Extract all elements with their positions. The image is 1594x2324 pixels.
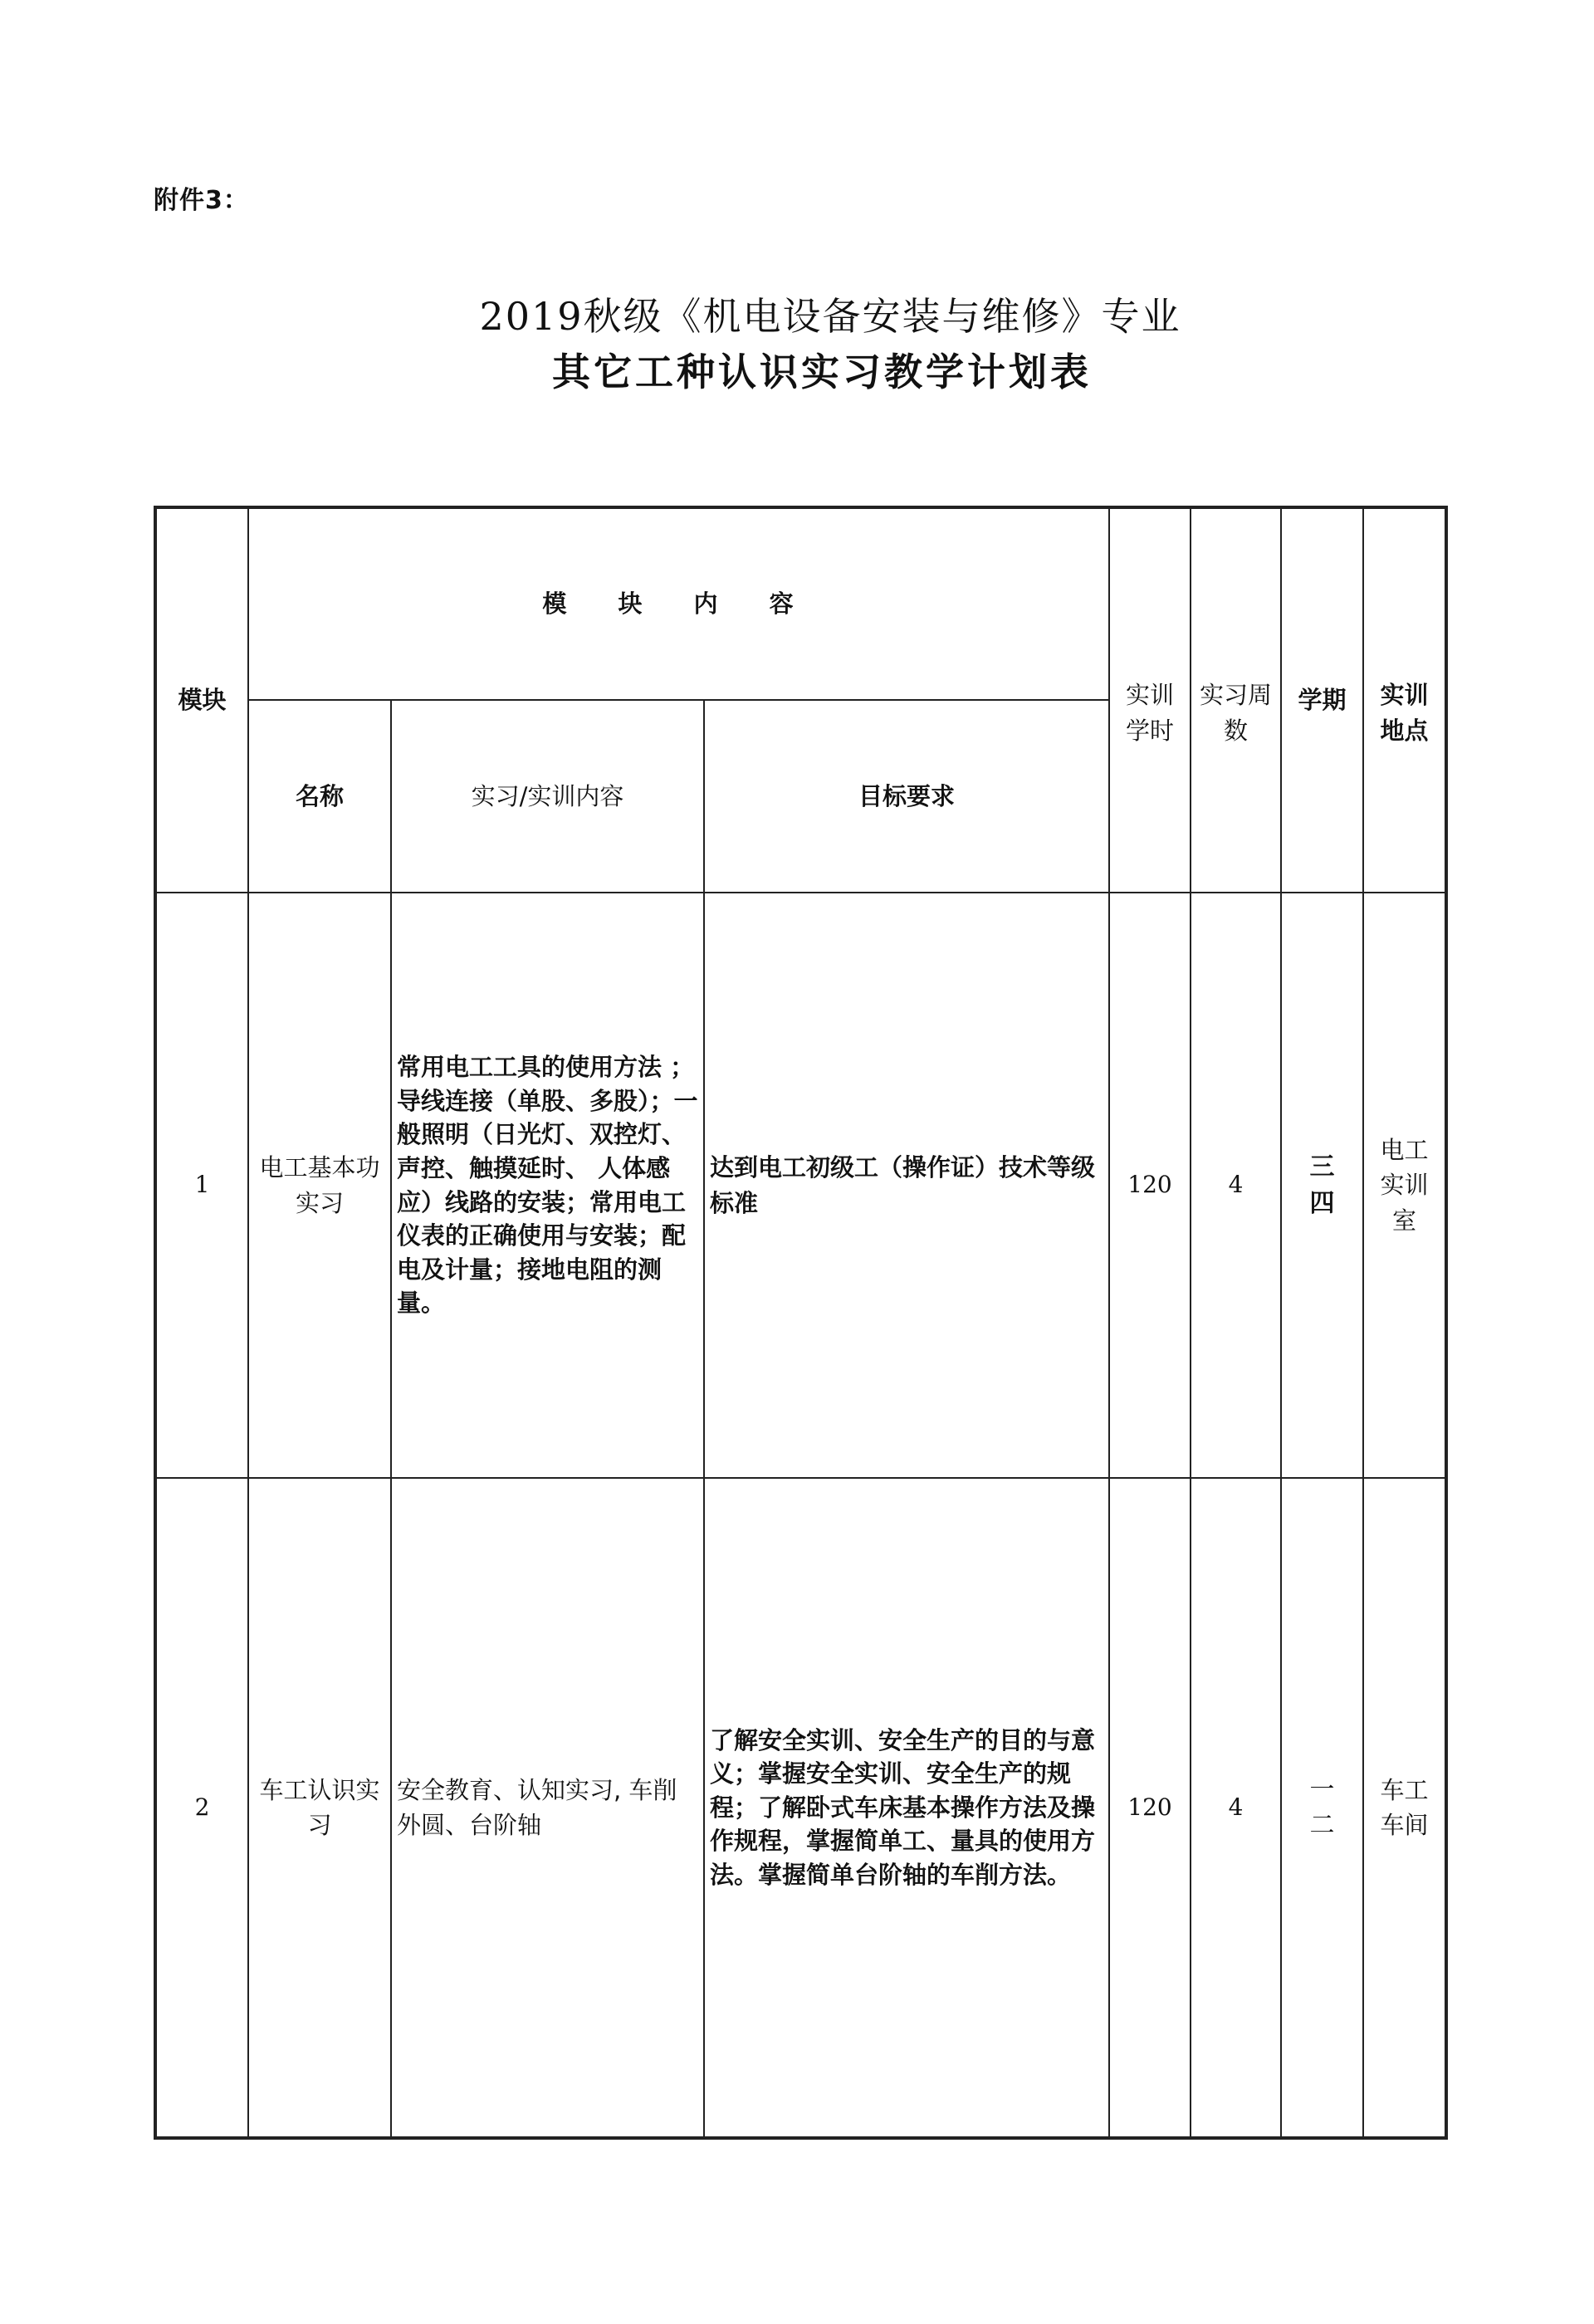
header-module: 模块 <box>155 507 248 893</box>
module-content: 常用电工工具的使用方法 ；导线连接（单股、多股）；一般照明（日光灯、双控灯、声控、触摸延时、 人体感应）线路的安装；常用电工仪表的正确使用与安装；配电及计量；接地电阻的测量。 <box>391 893 704 1478</box>
page-title-line2: 其它工种认识实习教学计划表 <box>552 350 1092 394</box>
module-name: 电工基本功实习 <box>248 893 391 1478</box>
page-title-line1: 2019秋级《机电设备安装与维修》专业 <box>479 294 1181 339</box>
module-goal: 达到电工初级工（操作证）技术等级标准 <box>704 893 1109 1478</box>
attachment-label: 附件3： <box>154 186 249 215</box>
module-semester: 一二 <box>1281 1478 1363 2138</box>
header-location: 实训地点 <box>1363 507 1446 893</box>
header-goal: 目标要求 <box>704 700 1109 893</box>
header-semester: 学期 <box>1281 507 1363 893</box>
module-hours: 120 <box>1109 1478 1191 2138</box>
module-name: 车工认识实习 <box>248 1478 391 2138</box>
module-weeks: 4 <box>1191 893 1281 1478</box>
header-content: 实习/实训内容 <box>391 700 704 893</box>
header-hours: 实训学时 <box>1109 507 1191 893</box>
table-row <box>155 1478 1446 2138</box>
module-content: 安全教育、认知实习, 车削外圆、台阶轴 <box>391 1478 704 2138</box>
module-goal: 了解安全实训、安全生产的目的与意义；掌握安全实训、安全生产的规程；了解卧式车床基本操作方法及操作规程，掌握简单工、量具的使用方法。掌握简单台阶轴的车削方法。 <box>704 1478 1109 2138</box>
teaching-plan-table <box>154 506 1448 2140</box>
module-hours: 120 <box>1109 893 1191 1478</box>
header-weeks: 实习周数 <box>1191 507 1281 893</box>
module-location: 车工车间 <box>1363 1478 1446 2138</box>
header-row-1 <box>155 507 1446 700</box>
header-module-content: 模 块 内 容 <box>248 507 1109 700</box>
module-weeks: 4 <box>1191 1478 1281 2138</box>
table-row <box>155 893 1446 1478</box>
module-number: 1 <box>155 893 248 1478</box>
module-number: 2 <box>155 1478 248 2138</box>
module-semester: 三四 <box>1281 893 1363 1478</box>
module-location: 电工实训室 <box>1363 893 1446 1478</box>
header-name: 名称 <box>248 700 391 893</box>
